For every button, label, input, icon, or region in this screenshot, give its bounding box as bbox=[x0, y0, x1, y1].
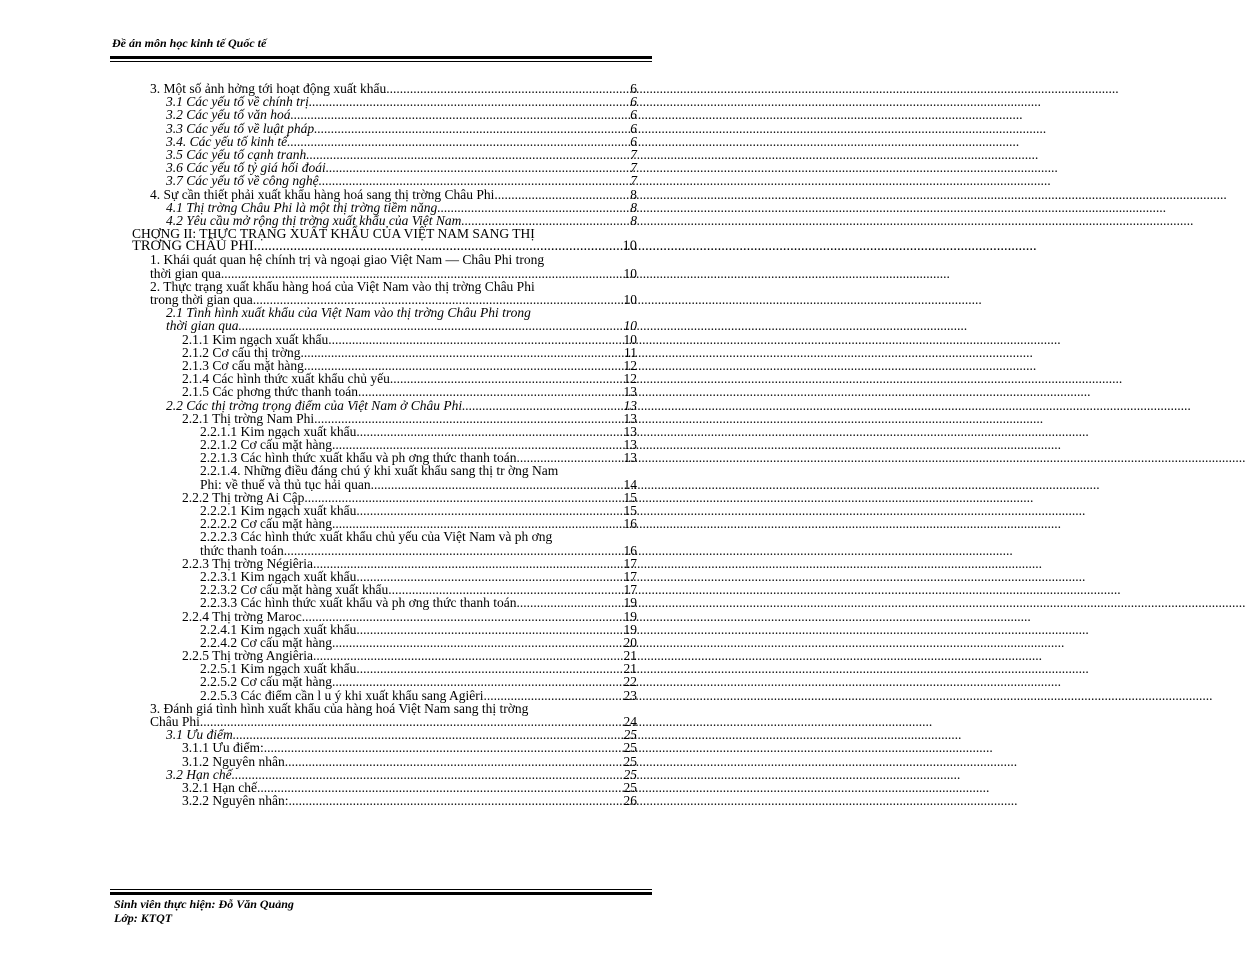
toc-page-number: 11 bbox=[624, 344, 637, 360]
toc-dot-leader bbox=[284, 544, 624, 557]
toc-page-number: 25 bbox=[623, 753, 637, 769]
toc-entry bbox=[132, 741, 637, 754]
toc-dot-leader bbox=[332, 333, 624, 346]
toc-entry-title: thời gian qua bbox=[166, 318, 239, 334]
toc-dot-leader bbox=[314, 412, 623, 425]
toc-dot-leader bbox=[221, 267, 624, 280]
toc-dot-leader bbox=[294, 108, 630, 121]
toc-entry bbox=[132, 412, 637, 425]
toc-entry-title: 2.2.4 Thị trờng Maroc bbox=[182, 608, 302, 624]
toc-entry bbox=[132, 319, 637, 332]
toc-page-number: 10 bbox=[623, 265, 637, 281]
toc-page-number: 17 bbox=[623, 555, 637, 571]
toc-page-number: 14 bbox=[623, 476, 637, 492]
toc-page-number: 25 bbox=[623, 727, 637, 743]
toc-page-number: 10 bbox=[623, 318, 637, 334]
toc-page-number: 7 bbox=[630, 160, 637, 176]
toc-dot-leader bbox=[322, 174, 630, 187]
toc-dot-leader bbox=[437, 201, 630, 214]
toc-entry bbox=[132, 794, 637, 807]
toc-entry-title: 3.1.1 Ưu điểm: bbox=[182, 740, 264, 756]
toc-entry-title: Châu Phi. bbox=[150, 714, 204, 729]
toc-dot-leader bbox=[290, 135, 630, 148]
toc-page-number: 22 bbox=[623, 674, 637, 690]
toc-page-number: 19 bbox=[623, 608, 637, 624]
toc-dot-leader bbox=[232, 768, 624, 781]
toc-page-number: 10 bbox=[623, 331, 637, 347]
toc-entry-title: 2.2.3 Thị trờng Négiêria bbox=[182, 555, 313, 571]
toc-page-number: 13 bbox=[623, 437, 637, 453]
toc-page-number: 17 bbox=[623, 582, 637, 598]
toc-entry-title: 3.1.2 Nguyên nhân. bbox=[182, 753, 289, 769]
toc-entry-title: 3.2.2 Nguyên nhân: bbox=[182, 793, 289, 809]
toc-entry-continued-text: 2.2.1.4. Những điều đáng chú ý khi xuất khẩu sang thị tr ờng Nam bbox=[200, 463, 559, 479]
toc-entry-title: 2.2.2.1 Kim ngạch xuất khẩu bbox=[200, 503, 357, 518]
toc-entry-title: 2.2.1.3 Các hình thức xuất khẩu và ph ơng thức thanh toán bbox=[200, 450, 517, 466]
toc-entry-title: 2.2 Các thị trờng trọng điểm của Việt Nam ở Châu Phi bbox=[166, 397, 463, 413]
toc-page-number: 21 bbox=[623, 661, 637, 677]
toc-entry-title: 4.2 Yêu cầu mở rộng thị trờng xuất khẩu của Việt Nam. bbox=[166, 212, 465, 228]
toc-entry-title: 2.1.4 Các hình thức xuất khẩu chủ yếu. bbox=[182, 371, 394, 387]
toc-page-number: 24 bbox=[623, 714, 637, 729]
toc-page-number: 10 bbox=[623, 292, 637, 307]
toc-entry bbox=[132, 333, 637, 346]
toc-entry-continued-text: CHƠNG II: THỰC TRẠNG XUẤT KHẨU CỦA VIỆT NAM SANG THỊ bbox=[132, 226, 535, 242]
toc-entry bbox=[132, 596, 637, 609]
toc-entry-title: 2.2.5.3 Các điểm cần l u ý khi xuất khẩu sang Agiêri bbox=[200, 687, 484, 703]
toc-dot-leader bbox=[264, 741, 624, 754]
toc-entry bbox=[132, 385, 637, 398]
toc-dot-leader bbox=[238, 319, 623, 332]
toc-entry-title: 3.7 Các yếu tố về công nghệ. bbox=[166, 173, 322, 189]
toc-page-number: 10 bbox=[622, 238, 637, 255]
toc-page-number: 7 bbox=[630, 173, 637, 189]
toc-entry bbox=[132, 675, 637, 688]
toc-page-number: 13 bbox=[623, 450, 637, 466]
toc-entry-title: 3.3 Các yếu tố về luật pháp. bbox=[166, 120, 318, 136]
toc-entry-title: 2.1.5 Các phơng thức thanh toán. bbox=[182, 384, 362, 400]
toc-entry-title: 3.5 Các yếu tố cạnh tranh. bbox=[166, 146, 310, 162]
toc-page-number: 21 bbox=[623, 648, 637, 664]
toc-page-number: 8 bbox=[630, 199, 637, 215]
toc-page-number: 16 bbox=[623, 542, 637, 558]
toc-dot-leader bbox=[483, 689, 623, 702]
toc-entry-title: 2.1.2 Cơ cấu thị trờng. bbox=[182, 344, 304, 360]
toc-entry-continued-text: 3. Đánh giá tình hình xuất khẩu của hàng hoá Việt Nam sang thị trờng bbox=[150, 700, 529, 716]
toc-dot-leader bbox=[516, 596, 623, 609]
toc-entry-title: 3.1 Ưu điểm bbox=[166, 727, 233, 743]
toc-entry-title: 4.1 Thị trờng Châu Phi là một thị trờng tiềm năng bbox=[166, 199, 438, 215]
toc-entry-title: 2.2.4.2 Cơ cấu mặt hàng. bbox=[200, 634, 336, 650]
toc-page-number: 23 bbox=[623, 687, 637, 703]
toc-page-number: 13 bbox=[623, 410, 637, 426]
toc-page-number: 25 bbox=[623, 766, 637, 782]
toc-page-number: 25 bbox=[623, 740, 637, 756]
toc-dot-leader bbox=[288, 755, 623, 768]
toc-entry bbox=[132, 689, 637, 702]
toc-entry-title: Phi: về thuế và thủ tục hải quan bbox=[200, 476, 371, 492]
toc-page-number: 7 bbox=[630, 146, 637, 162]
toc-entry-title: 3. Một số ảnh hởng tới hoạt động xuất khẩu. bbox=[150, 81, 390, 96]
toc-page-number: 6 bbox=[630, 94, 637, 110]
toc-entry-title: 2.2.2.2 Cơ cấu mặt hàng bbox=[200, 516, 332, 532]
toc-entry-title: 2.2.5.2 Cơ cấu mặt hàng bbox=[200, 674, 332, 690]
toc-entry bbox=[132, 267, 637, 280]
toc-entry-title: 3.2.1 Hạn chế. bbox=[182, 779, 261, 795]
toc-page-number: 13 bbox=[623, 397, 637, 413]
toc-entry-title: 2.2.3.1 Kim ngạch xuất khẩu bbox=[200, 568, 357, 584]
toc-page-number: 12 bbox=[623, 371, 637, 387]
toc-dot-leader bbox=[302, 610, 624, 623]
toc-page-number: 19 bbox=[623, 621, 637, 637]
toc-entry bbox=[132, 557, 637, 570]
toc-entry-title: 3.2 Các yếu tố văn hoá. bbox=[166, 107, 294, 123]
page-footer bbox=[114, 897, 294, 925]
toc-entry-title: TRỜNG CHÂU PHI bbox=[132, 238, 254, 255]
toc-entry-title: 3.2 Hạn chế bbox=[166, 766, 232, 782]
toc-page-number: 6 bbox=[630, 107, 637, 123]
toc-entry bbox=[132, 610, 637, 623]
toc-entry-title: 2.1.1 Kim ngạch xuất khẩu. bbox=[182, 331, 332, 347]
toc-entry-continued-text: 2.1 Tình hình xuất khẩu của Việt Nam vào thị trờng Châu Phi trong bbox=[166, 305, 531, 321]
toc-page-number: 25 bbox=[623, 779, 637, 795]
toc-page-number: 6 bbox=[630, 81, 637, 96]
toc-page-number: 6 bbox=[630, 120, 637, 136]
header-rule bbox=[110, 56, 652, 62]
toc-dot-leader bbox=[317, 122, 630, 135]
toc-entry bbox=[132, 623, 637, 636]
toc-entry bbox=[132, 755, 637, 768]
toc-entry bbox=[132, 346, 637, 359]
toc-dot-leader bbox=[498, 188, 630, 201]
toc-entry bbox=[132, 399, 637, 412]
toc-page-number: 13 bbox=[623, 384, 637, 400]
toc-entry-continued-text: 2.2.2.3 Các hình thức xuất khẩu chủ yếu của Việt Nam và ph ơng bbox=[200, 529, 553, 545]
toc-entry bbox=[132, 478, 637, 491]
toc-page-number: 12 bbox=[623, 357, 637, 373]
toc-page-number: 15 bbox=[623, 489, 637, 505]
toc-dot-leader bbox=[332, 675, 624, 688]
toc-dot-leader bbox=[313, 557, 624, 570]
toc-page-number: 13 bbox=[623, 423, 637, 439]
toc-dot-leader bbox=[361, 385, 623, 398]
footer-class: Lớp: KTQT bbox=[114, 911, 173, 925]
toc-entry-title: 2.2.1.2 Cơ cấu mặt hàng bbox=[200, 437, 332, 453]
toc-entry bbox=[132, 122, 637, 135]
toc-entry-title: 2.1.3 Cơ cấu mặt hàng. bbox=[182, 357, 308, 373]
toc-entry bbox=[132, 174, 637, 187]
toc-entry-continued-text: 1. Khái quát quan hệ chính trị và ngoại giao Việt Nam — Châu Phi trong bbox=[150, 252, 545, 268]
toc-entry-title: thức thanh toán bbox=[200, 542, 284, 558]
toc-entry-title: 3.1 Các yếu tố về chính trị. bbox=[166, 94, 313, 110]
footer-author: Sinh viên thực hiện: Đỗ Văn Quảng bbox=[114, 897, 294, 911]
toc-dot-leader bbox=[462, 399, 623, 412]
page-header-title: Đề án môn học kinh tế Quốc tế bbox=[112, 36, 267, 50]
toc-entry-title: trong thời gian qua bbox=[150, 292, 253, 307]
toc-entry-title: thời gian qua bbox=[150, 265, 221, 281]
toc-entry-title: 2.2.2 Thị trờng Ai Cập bbox=[182, 489, 305, 505]
toc-entry-title: 2.2.1.1 Kim ngạch xuất khẩu. bbox=[200, 423, 360, 439]
toc-page-number: 17 bbox=[623, 568, 637, 584]
toc-entry bbox=[132, 108, 637, 121]
toc-page-number: 26 bbox=[623, 793, 637, 809]
toc-page-number: 20 bbox=[623, 634, 637, 650]
toc-entry-title: 2.2.5 Thị trờng Angiêria bbox=[182, 648, 313, 664]
footer-rule bbox=[110, 889, 652, 895]
toc-page-number: 6 bbox=[630, 133, 637, 149]
toc-entry-title: 3.4. Các yếu tố kinh tế. bbox=[166, 133, 291, 149]
toc-entry-title: 2.2.5.1 Kim ngạch xuất khẩu. bbox=[200, 661, 360, 677]
toc-entry-title: 2.2.1 Thị trờng Nam Phi bbox=[182, 410, 315, 426]
toc-dot-leader bbox=[360, 623, 624, 636]
toc-page-number: 15 bbox=[623, 503, 637, 518]
toc-entry bbox=[132, 135, 637, 148]
toc-entry-title: 4. Sự cần thiết phải xuất khẩu hàng hoá sang thị trờng Châu Phi. bbox=[150, 186, 498, 202]
toc-entry bbox=[132, 188, 637, 201]
toc-entry-title: 2.2.3.3 Các hình thức xuất khẩu và ph ơng thức thanh toán bbox=[200, 595, 517, 611]
toc-entry-title: 2.2.3.2 Cơ cấu mặt hàng xuất khẩu. bbox=[200, 582, 392, 598]
toc-entry-title: 3.6 Các yếu tố tỷ giá hối đoái. bbox=[166, 160, 330, 176]
table-of-contents bbox=[132, 82, 637, 807]
toc-entry-continued-text: 2. Thực trạng xuất khẩu hàng hoá của Việt Nam vào thị trờng Châu Phi bbox=[150, 278, 535, 294]
toc-entry bbox=[132, 544, 637, 557]
toc-dot-leader bbox=[288, 794, 623, 807]
toc-page-number: 19 bbox=[623, 595, 637, 611]
toc-page-number: 8 bbox=[630, 212, 637, 228]
toc-dot-leader bbox=[304, 346, 624, 359]
toc-entry-title: 2.2.4.1 Kim ngạch xuất khẩu. bbox=[200, 621, 360, 637]
toc-entry bbox=[132, 201, 637, 214]
toc-entry bbox=[132, 768, 637, 781]
toc-page-number: 16 bbox=[623, 516, 637, 532]
toc-dot-leader bbox=[371, 478, 624, 491]
toc-page-number: 8 bbox=[630, 186, 637, 202]
